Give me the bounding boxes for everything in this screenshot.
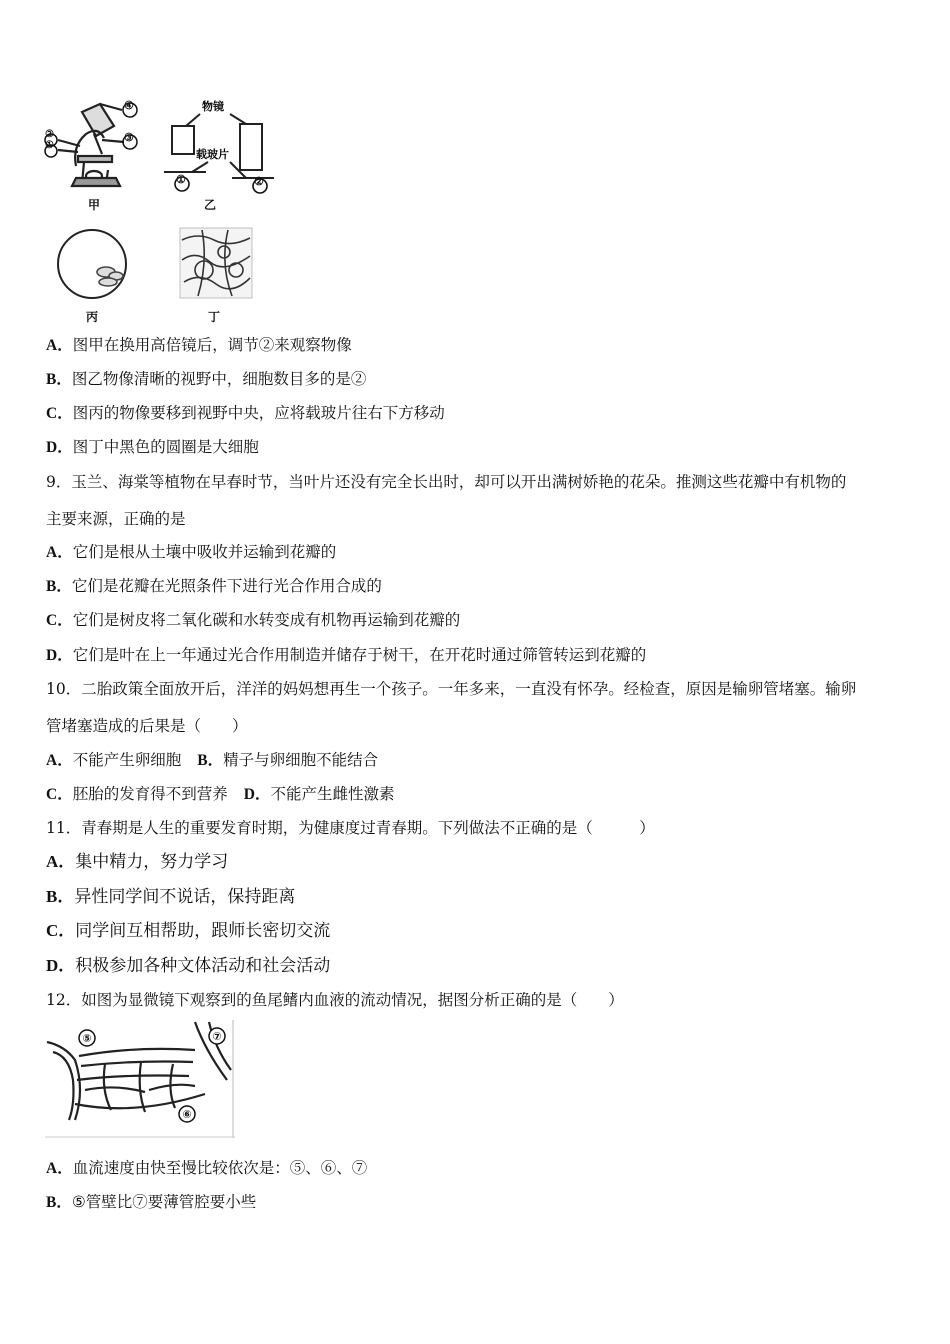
q11-option-b: B．异性同学间不说话，保持距离 — [46, 887, 296, 907]
microscope-mark-4: ④ — [124, 99, 134, 112]
objective-label: 物镜 — [202, 100, 224, 113]
q12-stem: 12．如图为显微镜下观察到的鱼尾鳍内血液的流动情况，据图分析正确的是（ ） — [46, 991, 624, 1009]
q9-option-d: D．它们是叶在上一年通过光合作用制造并储存于树干，在开花时通过筛管转运到花瓣的 — [46, 646, 647, 664]
q10-stem-line1: 10．二胎政策全面放开后，洋洋的妈妈想再生一个孩子。一年多来，一直没有怀孕。经检查，原因是输卵管堵塞。输卵 — [46, 680, 857, 698]
q9-stem-line2: 主要来源，正确的是 — [46, 510, 186, 528]
figure-label-jia: 甲 — [88, 198, 101, 212]
figure-label-yi: 乙 — [204, 198, 217, 212]
microscope-mark-1: ① — [45, 140, 54, 151]
q12-figure-blood-vessels — [45, 1020, 235, 1138]
q10-options-cd: C．胚胎的发育得不到营养 D．不能产生雌性激素 — [46, 785, 395, 803]
mark-7: ⑦ — [212, 1030, 222, 1043]
figure-label-ding: 丁 — [208, 310, 221, 324]
q8-option-c: C．图丙的物像要移到视野中央，应将载玻片往右下方移动 — [46, 404, 445, 422]
mark-5: ⑤ — [82, 1032, 92, 1045]
q8-option-b: B．图乙物像清晰的视野中，细胞数目多的是② — [46, 370, 367, 388]
microscope-mark-3: ③ — [124, 131, 134, 144]
q11-option-c: C．同学间互相帮助，跟师长密切交流 — [46, 921, 331, 941]
q11-option-a: A．集中精力，努力学习 — [46, 852, 229, 872]
figure-yi-objectives — [164, 96, 274, 216]
q9-option-a: A．它们是根从土壤中吸收并运输到花瓣的 — [46, 543, 337, 561]
q8-option-a: A．图甲在换用高倍镜后，调节②来观察物像 — [46, 336, 352, 354]
q11-stem: 11．青春期是人生的重要发育时期，为健康度过青春期。下列做法不正确的是（ ） — [46, 819, 655, 837]
q8-option-d: D．图丁中黑色的圆圈是大细胞 — [46, 438, 259, 456]
objective-mark-1: ① — [176, 173, 186, 186]
q10-stem-line2: 管堵塞造成的后果是（ ） — [46, 717, 248, 735]
q12-option-b: B．⑤管壁比⑦要薄管腔要小些 — [46, 1193, 257, 1211]
figure-label-bing: 丙 — [86, 310, 99, 324]
slide-label: 载玻片 — [196, 148, 229, 161]
figure-jia-microscope — [42, 96, 152, 216]
objective-mark-2: ② — [254, 175, 264, 188]
figure-ding-cells — [178, 226, 258, 326]
figure-bing-field — [54, 226, 134, 326]
q9-stem-line1: 9．玉兰、海棠等植物在早春时节，当叶片还没有完全长出时，却可以开出满树娇艳的花朵。推测这些花瓣中有机物的 — [46, 473, 847, 491]
mark-6: ⑥ — [182, 1108, 192, 1121]
q10-options-ab: A．不能产生卵细胞 B．精子与卵细胞不能结合 — [46, 751, 379, 769]
q12-option-a: A．血流速度由快至慢比较依次是：⑤、⑥、⑦ — [46, 1159, 368, 1177]
q9-option-b: B．它们是花瓣在光照条件下进行光合作用合成的 — [46, 577, 382, 595]
q9-option-c: C．它们是树皮将二氧化碳和水转变成有机物再运输到花瓣的 — [46, 611, 461, 629]
q11-option-d: D．积极参加各种文体活动和社会活动 — [46, 956, 331, 976]
microscope-mark-2: ② — [45, 129, 54, 140]
